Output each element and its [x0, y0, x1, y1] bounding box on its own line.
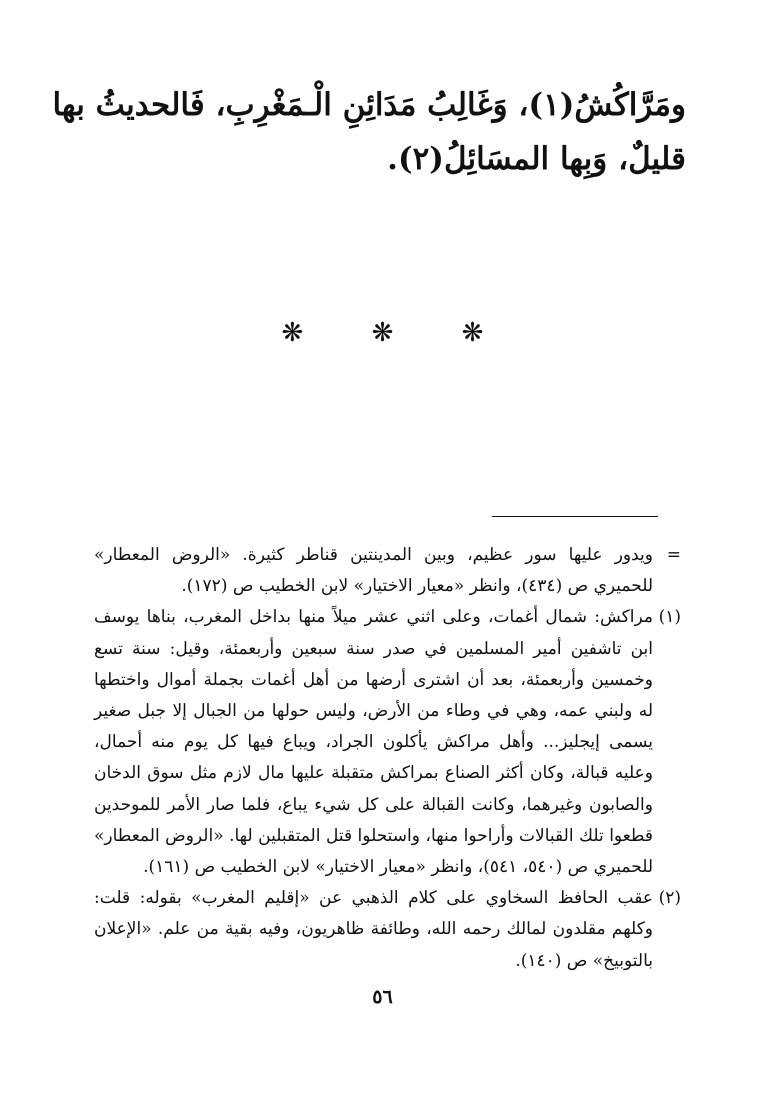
footnote-marker: = — [666, 545, 681, 565]
asterism-star-icon: ❋ — [461, 318, 484, 348]
footnote-text: مراكش: شمال أغمات، وعلى اثني عشر ميلاً منها بداخل المغرب، بناها يوسف ابن تاشفين أمير المسلمين في صدر سنة سبعين وأربعمئة، وقيل: سنة تسع وخمسين وأربعمئة، بعد أن اشترى أرضها من أهل أغمات بجملة أموال واختطها له ولبني عمه، وهي في وطاء من الأرض، وليس حولها من الجبال إلا جبل صغير يسمى إيجليز... وأهل مراكش يأكلون الجراد، ويباع فيها كل يوم منه أحمال، وعليه قبالة، وكان أكثر الصناع بمراكش متقبلة عليها مال لازم مثل سوق الدخان والصابون وغيرهما، وكانت القبالة على كل شيء يباع، فلما صار الأمر للموحدين قطعوا تلك القبالات وأراحوا منها، واستحلوا قتل المتقبلين لها. «الروض المعطار» للحميري ص (٥٤٠، ٥٤١)، وانظر «معيار الاختيار» لابن الخطيب ص (١٦١). — [94, 607, 653, 878]
footnotes — [94, 540, 681, 977]
footnote-marker: (١) — [658, 607, 681, 628]
page-number: ٥٦ — [372, 986, 393, 1008]
footnote-text: عقب الحافظ السخاوي على كلام الذهبي عن «إقليم المغرب» بقوله: قلت: وكلهم مقلدون لمالك رحمه الله، وطائفة ظاهريون، وفيه بقية من علم. «الإعلان بالتوبيخ» ص (١٤٠). — [94, 888, 653, 971]
footnote-text: ويدور عليها سور عظيم، وبين المدينتين قناطر كثيرة. «الروض المعطار» للحميري ص (٤٣٤)، وانظر «معيار الاختيار» لابن الخطيب ص (١٧٢). — [94, 545, 653, 597]
footnote-continuation — [94, 540, 681, 602]
section-separator — [0, 318, 765, 348]
asterism-star-icon: ❋ — [371, 318, 394, 348]
footnote-divider — [492, 516, 658, 517]
asterism-star-icon: ❋ — [281, 318, 304, 348]
footnote-2 — [94, 883, 681, 977]
main-text — [52, 78, 686, 186]
main-text-line: ومَرَّاكُشُ(١)، وَغَالِبُ مَدَائِنِ الْـمَغْرِبِ، فَالحديثُ بها — [52, 87, 686, 123]
footnote-1 — [94, 602, 681, 883]
footnote-marker: (٢) — [658, 888, 681, 909]
main-text-line: قليلٌ، وَبِها المسَائِلُ(٢). — [387, 141, 686, 177]
